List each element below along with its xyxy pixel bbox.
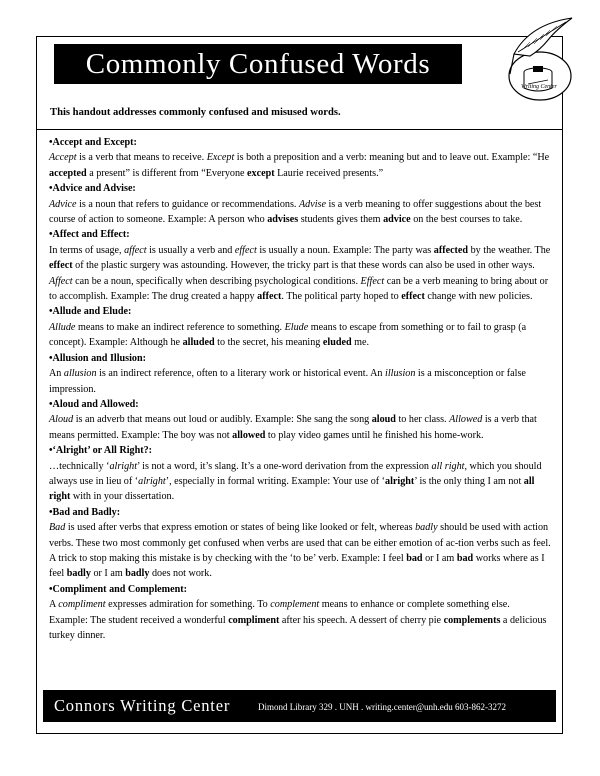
- body-text: expresses admiration for something. To: [105, 599, 271, 611]
- entry-heading: •Compliment and Complement:: [49, 583, 187, 595]
- footer-name: Connors Writing Center: [54, 696, 231, 715]
- term-italic: illusion: [385, 368, 416, 380]
- entries-list: [49, 135, 551, 643]
- entry-body: [49, 613, 551, 644]
- logo-caption: Writing Center: [521, 84, 557, 90]
- body-text: is used after verbs that express emotion or states of being like looked or felt, whereas: [65, 522, 416, 534]
- body-text: is a noun that refers to guidance or recommendations.: [76, 198, 299, 210]
- entry: [49, 181, 551, 227]
- example-bold: except: [247, 167, 275, 179]
- term-italic: Advice: [49, 198, 77, 210]
- example-bold: badly: [66, 568, 91, 580]
- entry: [49, 443, 551, 505]
- body-text: . The political party hoped to: [281, 291, 402, 303]
- entry-heading: •Advice and Advise:: [49, 183, 136, 195]
- term-italic: Bad: [49, 522, 66, 534]
- body-text: should be used with action verbs. These two most commonly get confused when verbs are used that can be either emotion of ac-tion verbs such as feel. A trick to stop making this mistake is by checking with the ‘to be’ verb. Example: I feel: [49, 522, 551, 564]
- intro-text: This handout addresses commonly confused and misused words.: [50, 107, 341, 118]
- entry-body: [49, 150, 551, 181]
- example-bold: affect: [257, 291, 282, 303]
- body-text: is usually a verb and: [146, 244, 235, 256]
- example-bold: alluded: [182, 337, 215, 349]
- term-italic: complement: [270, 599, 320, 611]
- body-text: …technically ‘: [49, 460, 110, 472]
- entry-body: [49, 320, 551, 351]
- body-text: of the plastic surgery was astounding. However, the tricky part is that these words can also be used in other ways.: [72, 260, 535, 272]
- example-bold: allowed: [232, 429, 266, 441]
- body-text: a delicious turkey dinner.: [49, 614, 547, 641]
- example-bold: bad: [406, 552, 423, 564]
- term-italic: allusion: [63, 368, 97, 380]
- entry: [49, 304, 551, 350]
- body-text: students gives them: [298, 214, 384, 226]
- entry-heading: •Bad and Badly:: [49, 506, 121, 518]
- entry-heading: •Allusion and Illusion:: [49, 352, 146, 364]
- body-text: means to escape from something or to fail to grasp (a concept). Example: Although he: [49, 321, 527, 349]
- entry-heading: •‘Alright’ or All Right?:: [49, 445, 153, 457]
- entry-body: [49, 366, 551, 397]
- body-text: to play video games until he finished his home-work.: [265, 429, 484, 441]
- body-text: or I am: [90, 568, 126, 580]
- body-text: on the best courses to take.: [410, 214, 523, 226]
- example-bold: eluded: [322, 337, 352, 349]
- title-banner: [54, 44, 462, 84]
- term-italic: Except: [206, 152, 235, 164]
- body-text: is an indirect reference, often to a literary work or historical event. An: [96, 368, 385, 380]
- term-italic: Accept: [49, 152, 77, 164]
- page-title: Commonly Confused Words: [85, 48, 431, 80]
- body-text: means to enhance or complete something else.: [319, 599, 510, 611]
- example-bold: alright: [385, 475, 415, 487]
- term-italic: all right: [431, 460, 465, 472]
- body-text: can be a verb meaning to bring about or to accomplish. Example: The drug created a happy: [49, 275, 549, 303]
- term-italic: Advise: [298, 198, 326, 210]
- body-text: a present” is different from “Everyone: [86, 167, 248, 179]
- body-text: can be a noun, specifically when describing psychological conditions.: [72, 275, 361, 287]
- body-text: ’ is the only thing I am not: [414, 475, 524, 487]
- example-bold: badly: [125, 568, 150, 580]
- entry-body: [49, 197, 551, 228]
- term-italic: compliment: [58, 599, 106, 611]
- body-text: with in your dissertation.: [70, 491, 175, 503]
- body-text: is a verb that means permitted. Example: The boy was not: [49, 414, 537, 441]
- body-text: is both a preposition and a verb: meaning but and to leave out. Example: “He: [234, 152, 550, 164]
- entry-body: [49, 520, 551, 582]
- term-italic: alright: [138, 475, 166, 487]
- body-text: does not work.: [149, 568, 212, 580]
- entry-body: [49, 597, 551, 612]
- entry: [49, 227, 551, 304]
- body-text: is a verb that means to receive.: [76, 152, 207, 164]
- footer-contact: Dimond Library 329 . UNH . writing.center@unh.edu 603-862-3272: [258, 702, 506, 712]
- example-bold: bad: [456, 552, 474, 564]
- entry: [49, 582, 551, 644]
- term-italic: badly: [415, 522, 438, 534]
- body-text: ’ is not a word, it’s slang. It’s a one-word derivation from the expression: [137, 460, 432, 472]
- term-italic: Aloud: [49, 414, 74, 426]
- entry: [49, 397, 551, 443]
- term-italic: Allowed: [449, 414, 483, 426]
- entry-body: [49, 412, 551, 443]
- term-italic: Elude: [284, 321, 309, 333]
- body-text: Example: The student received a wonderful: [49, 614, 229, 626]
- body-text: Laurie received presents.”: [274, 167, 384, 179]
- example-bold: compliment: [228, 614, 280, 626]
- entry-body: [49, 243, 551, 305]
- entry: [49, 351, 551, 397]
- entry-body: [49, 459, 551, 505]
- body-text: by the weather. The: [468, 244, 551, 256]
- example-bold: all right: [49, 475, 535, 503]
- body-text: change with new policies.: [424, 291, 533, 303]
- example-bold: aloud: [371, 414, 396, 426]
- body-text: or I am: [422, 552, 457, 564]
- body-text: ’, especially in formal writing. Example: Your use of ‘: [165, 475, 386, 487]
- example-bold: effect: [401, 291, 425, 303]
- body-text: me.: [351, 337, 370, 349]
- body-text: is usually a noun. Example: The party was: [256, 244, 434, 256]
- term-italic: Effect: [360, 275, 385, 287]
- term-italic: alright: [109, 460, 138, 472]
- body-text: is a misconception or false impression.: [49, 368, 526, 395]
- body-text: , which you should always use in lieu of ‘: [49, 460, 542, 487]
- footer-bar: [43, 690, 556, 722]
- example-bold: affected: [433, 244, 469, 256]
- term-italic: Allude: [49, 321, 76, 333]
- divider: [36, 129, 563, 130]
- entry-heading: •Accept and Except:: [49, 137, 137, 148]
- term-italic: effect: [234, 244, 257, 256]
- example-bold: complements: [443, 614, 501, 626]
- body-text: means to make an indirect reference to something.: [75, 321, 285, 333]
- entry-heading: •Allude and Elude:: [49, 306, 132, 318]
- example-bold: accepted: [49, 167, 87, 179]
- body-text: An: [49, 368, 64, 380]
- entry: [49, 135, 551, 181]
- body-text: works where as I feel: [49, 552, 545, 580]
- term-italic: affect: [124, 244, 147, 256]
- example-bold: effect: [49, 260, 73, 272]
- example-bold: advises: [267, 214, 299, 226]
- entry: [49, 505, 551, 582]
- body-text: to the secret, his meaning: [214, 337, 323, 349]
- example-bold: advice: [383, 214, 411, 226]
- body-text: after his speech. A dessert of cherry pie: [279, 614, 444, 626]
- entry-heading: •Aloud and Allowed:: [49, 398, 139, 410]
- body-text: to her class.: [395, 414, 450, 426]
- body-text: is a verb meaning to offer suggestions about the best course of action to someone. Example: A person who: [49, 198, 542, 226]
- body-text: In terms of usage,: [49, 244, 125, 256]
- body-text: A: [49, 599, 59, 611]
- body-text: is an adverb that means out loud or audibly. Example: She sang the song: [73, 414, 372, 426]
- entry-heading: •Affect and Effect:: [49, 229, 130, 241]
- term-italic: Affect: [49, 275, 73, 287]
